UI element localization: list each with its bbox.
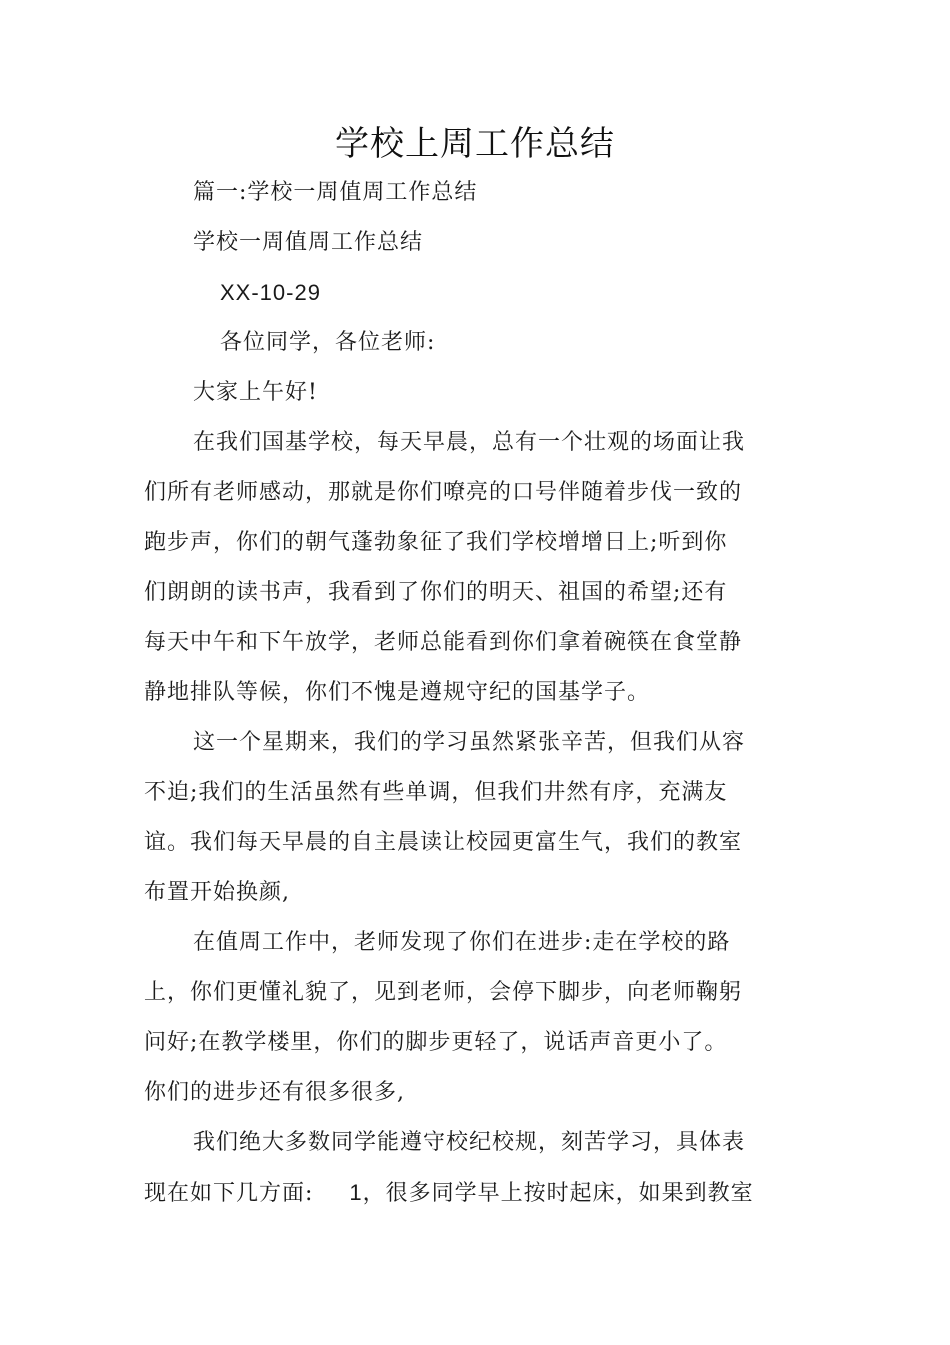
paragraph-line: 你们的进步还有很多很多,: [144, 1080, 405, 1105]
paragraph-line: 在值周工作中，老师发现了你们在进步:走在学校的路: [193, 930, 731, 955]
paragraph-line: 静地排队等候，你们不愧是遵规守纪的国基学子。: [144, 680, 651, 705]
paragraph-line: 问好;在教学楼里，你们的脚步更轻了，说话声音更小了。: [144, 1030, 728, 1055]
document-title: 学校上周工作总结: [335, 124, 615, 164]
section-heading: 学校一周值周工作总结: [193, 230, 424, 255]
paragraph-line: 我们绝大多数同学能遵守校纪校规，刻苦学习，具体表: [193, 1130, 746, 1155]
greeting-line: 各位同学，各位老师:: [220, 330, 436, 355]
paragraph-line-numbered: [144, 1178, 754, 1209]
opening-line: 大家上午好!: [193, 380, 318, 405]
list-number: 1，: [349, 1180, 386, 1205]
paragraph-line: 谊。我们每天早晨的自主晨读让校园更富生气，我们的教室: [144, 830, 743, 855]
paragraph-text: 很多同学早上按时起床，如果到教室: [385, 1181, 754, 1206]
paragraph-line: 布置开始换颜,: [144, 880, 290, 905]
paragraph-line: 每天中午和下午放学，老师总能看到你们拿着碗筷在食堂静: [144, 630, 743, 655]
paragraph-line: 不迫;我们的生活虽然有些单调，但我们井然有序，充满友: [144, 780, 728, 805]
date-line: XX-10-29: [220, 280, 321, 305]
paragraph-line: 们所有老师感动，那就是你们嘹亮的口号伴随着步伐一致的: [144, 480, 743, 505]
paragraph-line: 们朗朗的读书声，我看到了你们的明天、祖国的希望;还有: [144, 580, 728, 605]
paragraph-line: 跑步声，你们的朝气蓬勃象征了我们学校增增日上;听到你: [144, 530, 728, 555]
paragraph-text: 现在如下几方面:: [144, 1181, 314, 1206]
paragraph-line: 这一个星期来，我们的学习虽然紧张辛苦，但我们从容: [193, 730, 746, 755]
paragraph-line: 上，你们更懂礼貌了，见到老师，会停下脚步，向老师鞠躬: [144, 980, 743, 1005]
subtitle: 篇一:学校一周值周工作总结: [193, 180, 478, 205]
paragraph-line: 在我们国基学校，每天早晨，总有一个壮观的场面让我: [193, 430, 746, 455]
